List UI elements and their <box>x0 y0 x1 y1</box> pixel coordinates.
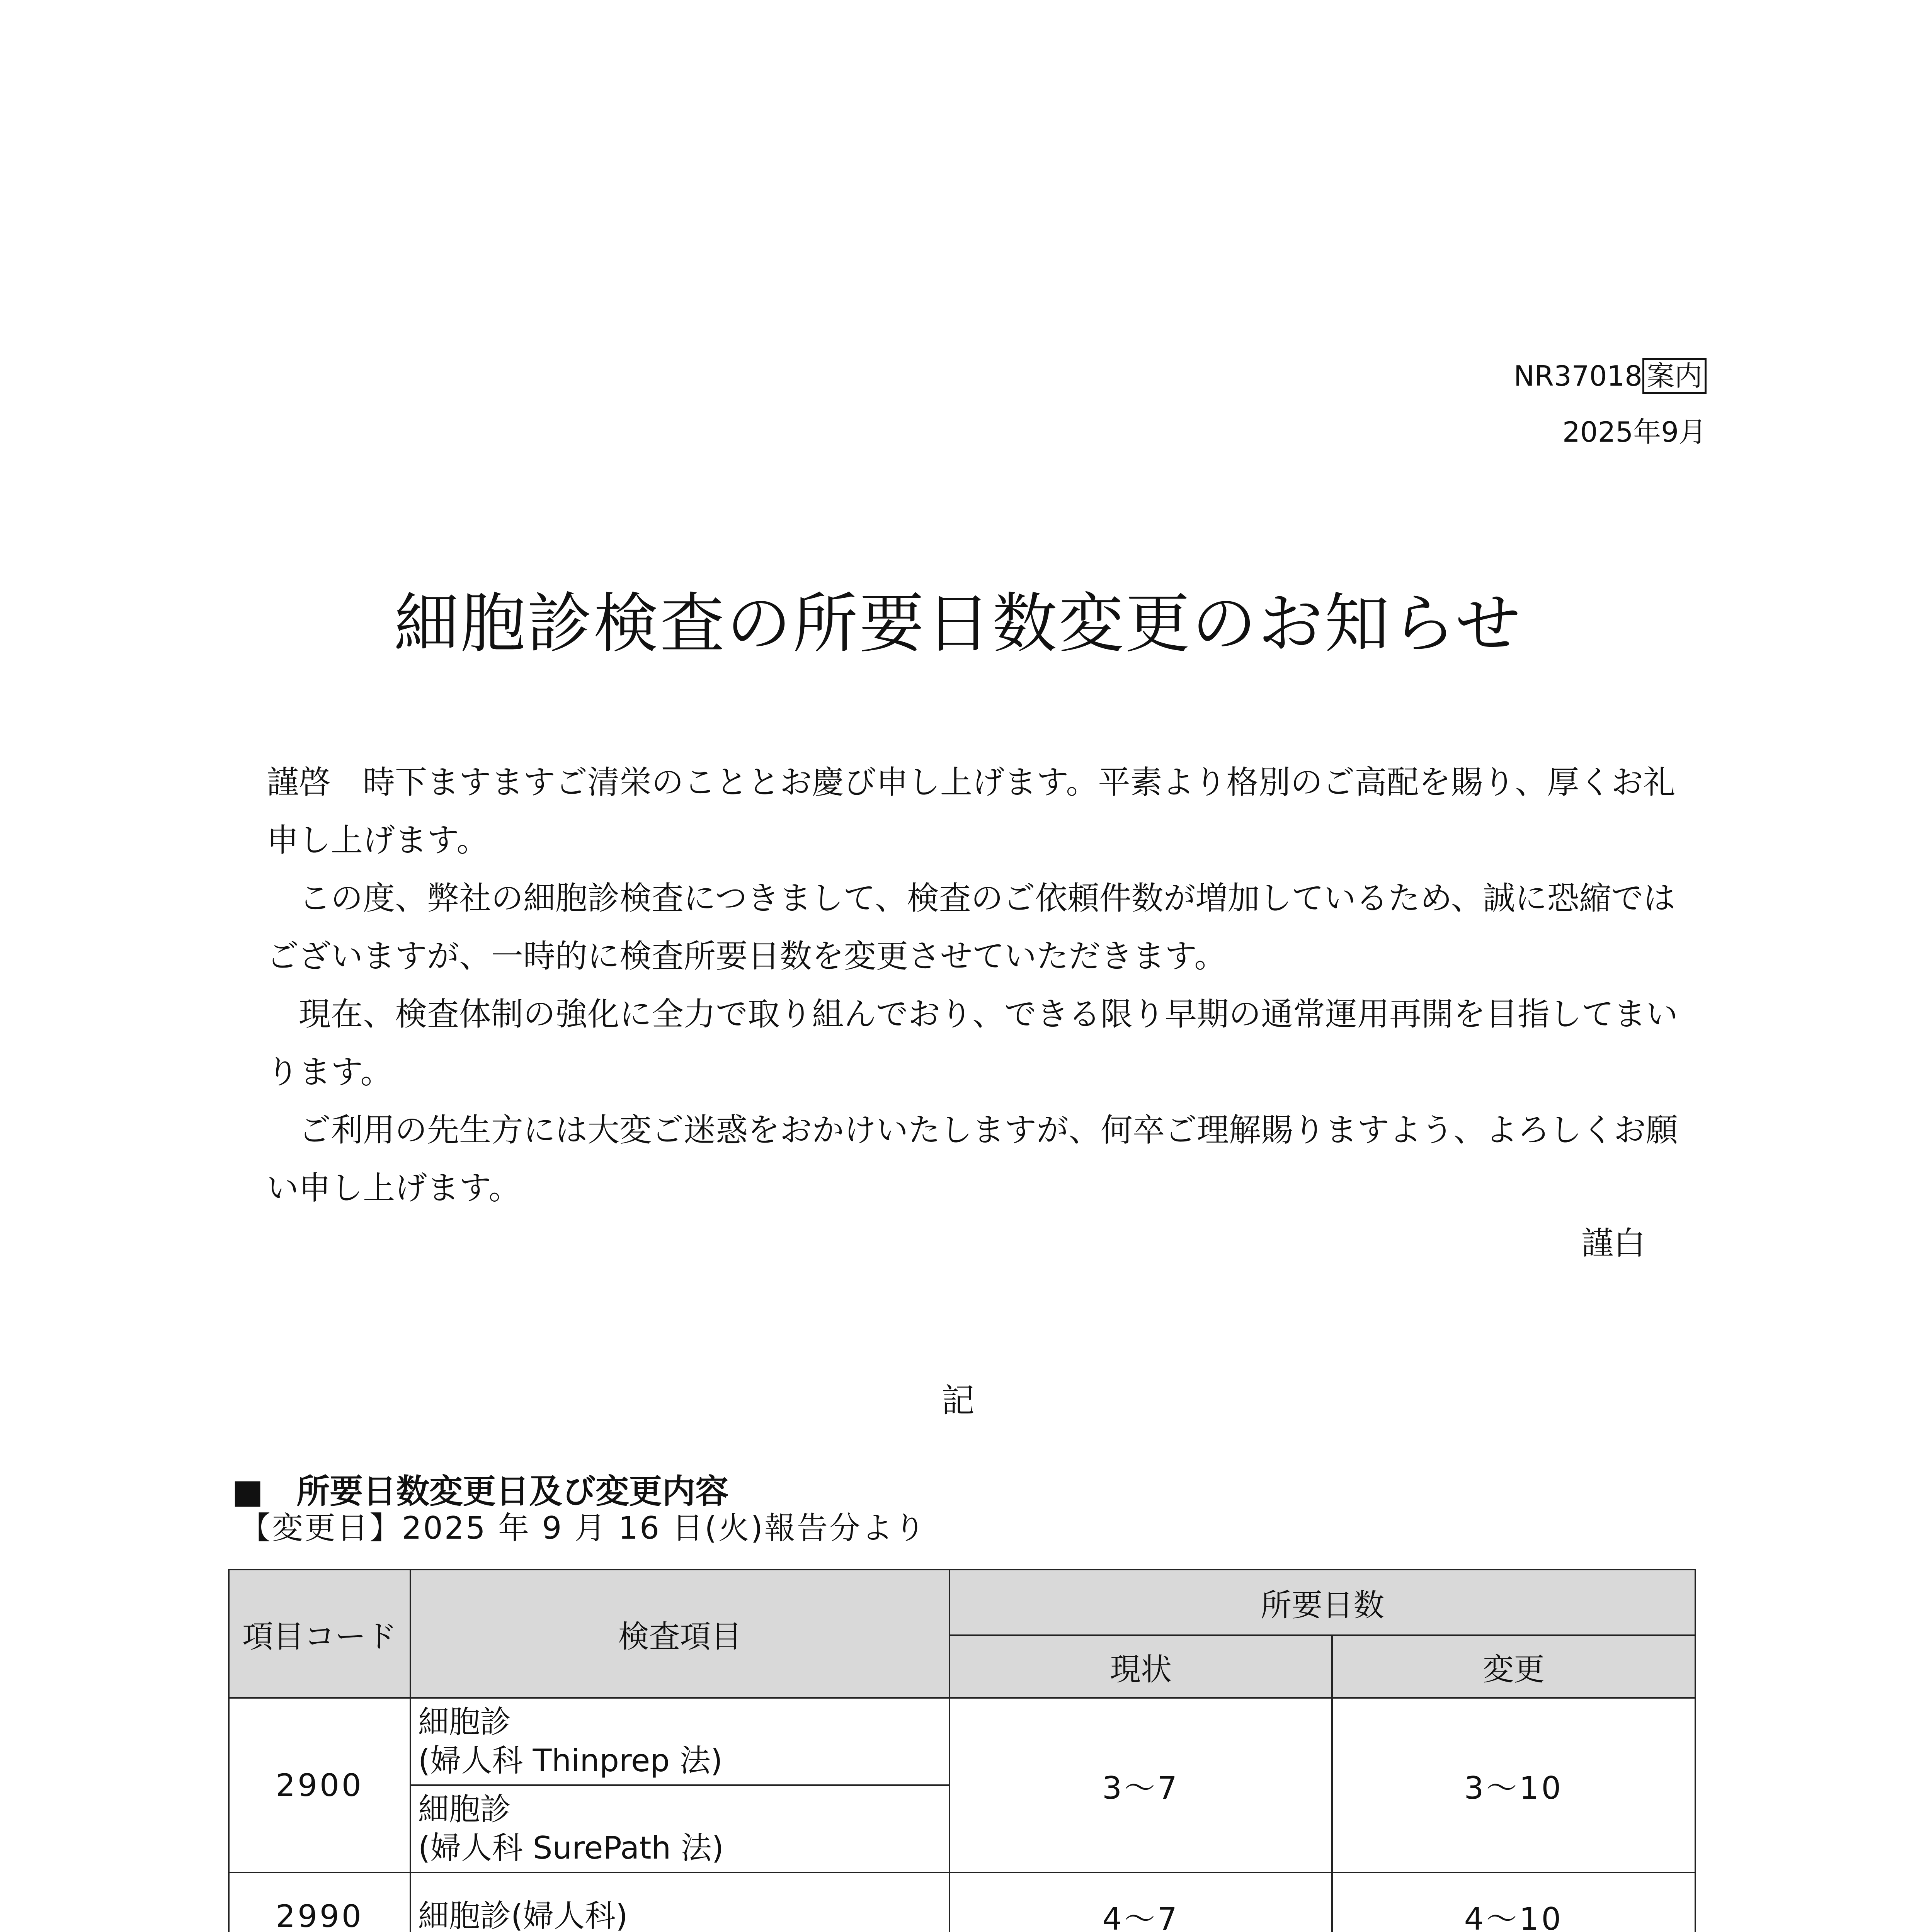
header-code: 項目コード <box>229 1570 410 1698</box>
header-current: 現状 <box>949 1635 1332 1698</box>
current-days: 4～7 <box>949 1872 1332 1932</box>
greeting-paragraph: 謹啓 時下ますますご清栄のこととお慶び申し上げます。平素より格別のご高配を賜り、厚くお礼申し上げます。 <box>267 764 1676 859</box>
header-item: 検査項目 <box>410 1570 949 1698</box>
effort-paragraph: 現在、検査体制の強化に全力で取り組んでおり、できる限り早期の通常運用再開を目指してまいります。 <box>267 995 1678 1091</box>
item-name: 細胞診 (婦人科 SurePath 法) <box>410 1785 949 1872</box>
document-number <box>1514 354 1707 394</box>
item-name: 細胞診(婦人科) <box>410 1872 949 1932</box>
section-heading: ■ 所要日数変更日及び変更内容 <box>232 1472 729 1511</box>
changed-days: 3～10 <box>1332 1698 1695 1872</box>
header-days: 所要日数 <box>949 1570 1695 1635</box>
item-code: 2990 <box>229 1872 410 1932</box>
change-date: 【変更日】2025 年 9 月 16 日(火)報告分より <box>240 1510 927 1546</box>
document-type-badge: 案内 <box>1642 358 1707 394</box>
letter-body <box>267 753 1681 1217</box>
document-number-code: NR37018 <box>1514 360 1642 392</box>
current-days: 3～7 <box>949 1698 1332 1872</box>
table-row <box>229 1698 1695 1785</box>
turnaround-table <box>228 1569 1696 1932</box>
table-row <box>229 1872 1695 1932</box>
changed-days: 4～10 <box>1332 1872 1695 1932</box>
apology-paragraph: ご利用の先生方には大変ご迷惑をおかけいたしますが、何卒ご理解賜りますよう、よろしくお願い申し上げます。 <box>267 1111 1678 1207</box>
header-changed: 変更 <box>1332 1635 1695 1698</box>
closing-remark: 謹白 <box>1581 1225 1645 1262</box>
page-title: 細胞診検査の所要日数変更のお知らせ <box>394 586 1522 662</box>
item-code: 2900 <box>229 1698 410 1872</box>
notice-paragraph: この度、弊社の細胞診検査につきまして、検査のご依頼件数が増加しているため、誠に恐縮ではございますが、一時的に検査所要日数を変更させていただきます。 <box>267 879 1676 975</box>
item-name: 細胞診 (婦人科 Thinprep 法) <box>410 1698 949 1785</box>
ki-heading: 記 <box>941 1381 975 1420</box>
document-date: 2025年9月 <box>1562 416 1707 448</box>
